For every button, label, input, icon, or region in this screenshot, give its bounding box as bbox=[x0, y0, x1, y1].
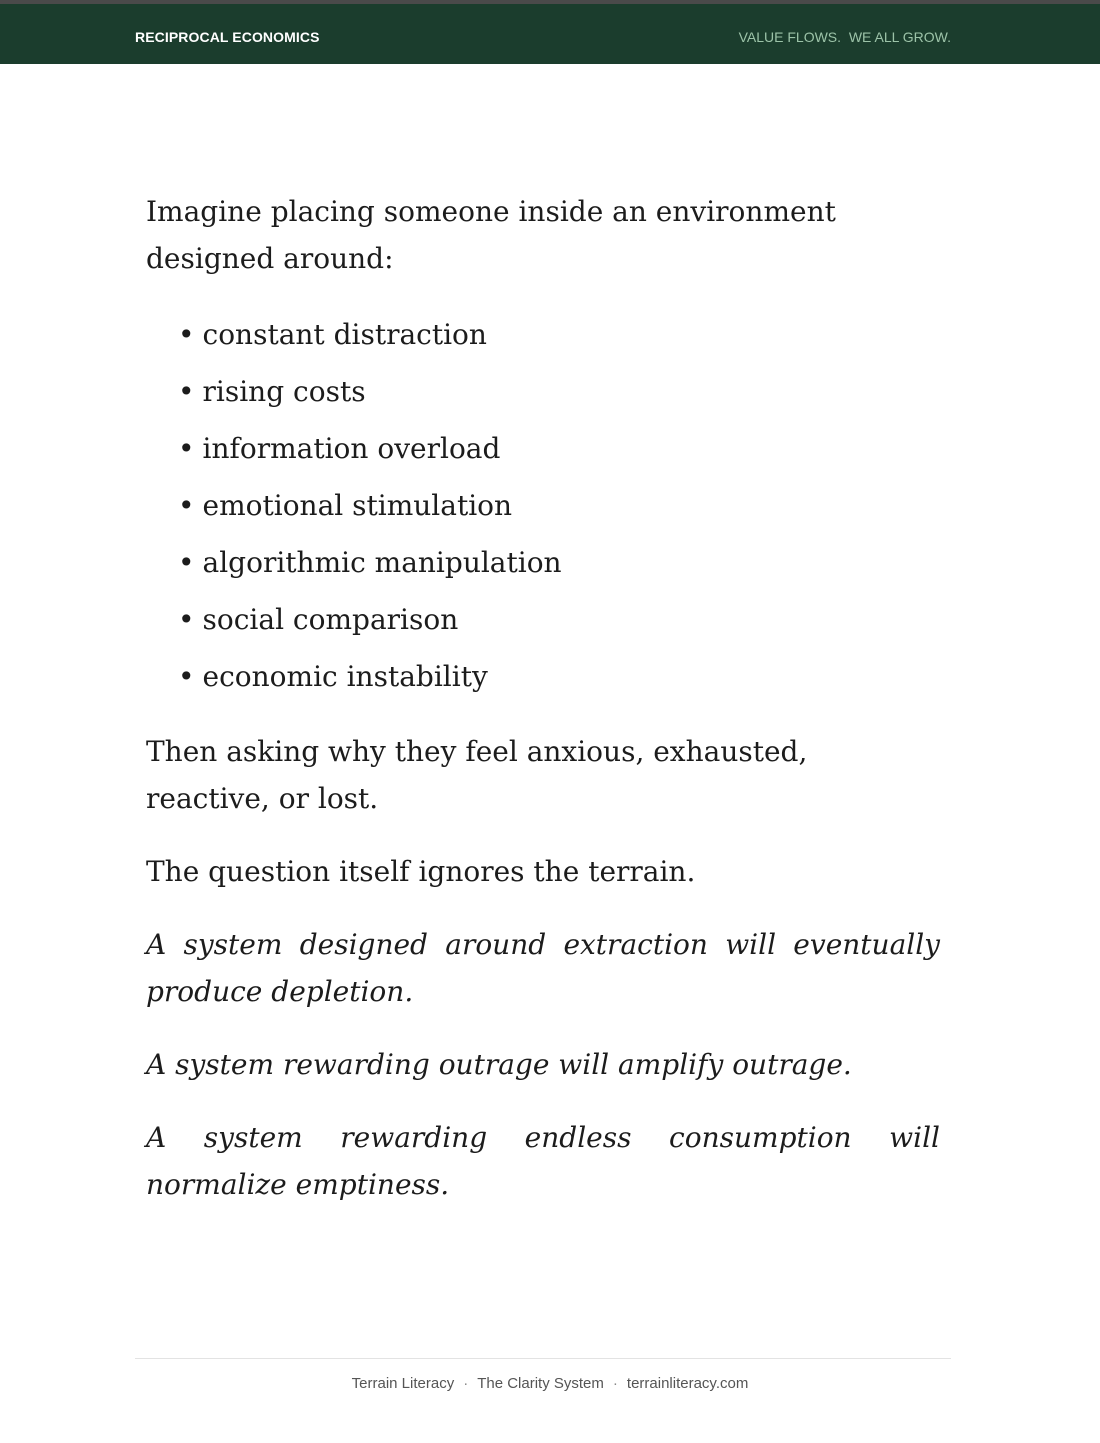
list-item: • constant distraction bbox=[178, 306, 940, 363]
article-body bbox=[146, 188, 940, 1234]
site-header bbox=[0, 4, 1100, 64]
italic-paragraph-consumption: A system rewarding endless consumption will normalize emptiness. bbox=[146, 1121, 940, 1201]
paragraph-terrain: The question itself ignores the terrain. bbox=[146, 855, 696, 888]
footer-separator: · bbox=[612, 1375, 618, 1392]
site-footer bbox=[0, 1375, 1100, 1392]
footer-link-terrain-literacy[interactable]: Terrain Literacy bbox=[351, 1375, 455, 1392]
header-tagline: VALUE FLOWS. WE ALL GROW. bbox=[738, 29, 951, 45]
intro-paragraph: Imagine placing someone inside an environment designed around: bbox=[146, 195, 836, 275]
list-item: • algorithmic manipulation bbox=[178, 534, 940, 591]
italic-paragraph-outrage: A system rewarding outrage will amplify outrage. bbox=[146, 1048, 852, 1081]
list-item: • information overload bbox=[178, 420, 940, 477]
list-item: • economic instability bbox=[178, 648, 940, 705]
bullet-list bbox=[146, 306, 940, 705]
footer-link-website[interactable]: terrainliteracy.com bbox=[626, 1375, 749, 1392]
list-item: • emotional stimulation bbox=[178, 477, 940, 534]
footer-separator: · bbox=[463, 1375, 469, 1392]
footer-divider bbox=[135, 1358, 951, 1359]
brand-name[interactable]: RECIPROCAL ECONOMICS bbox=[135, 29, 320, 45]
list-item: • rising costs bbox=[178, 363, 940, 420]
footer-link-clarity-system[interactable]: The Clarity System bbox=[477, 1375, 604, 1392]
paragraph-anxious: Then asking why they feel anxious, exhausted, reactive, or lost. bbox=[146, 735, 808, 815]
list-item: • social comparison bbox=[178, 591, 940, 648]
italic-paragraph-extraction: A system designed around extraction will eventually produce depletion. bbox=[146, 928, 940, 1008]
